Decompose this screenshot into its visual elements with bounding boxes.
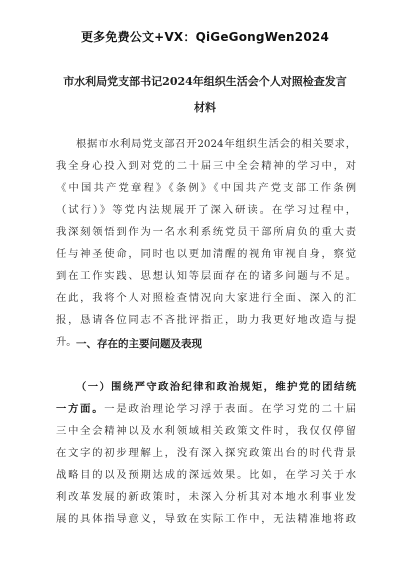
paragraph-line [56,398,356,420]
document-title [52,69,358,121]
intro-paragraph [56,133,356,353]
paragraph-line: 根据市水利局党支部召开2024年组织生活会的相关要求， [76,138,356,150]
subsection-heading-tail: 一方面。 [56,403,105,415]
paragraph-line: 报，恳请各位同志不吝批评指正，助力我更好地改造与提 [56,314,356,326]
subsection-heading-line: （一）围绕严守政治纪律和政治规矩，维护党的团结统 [76,381,356,393]
paragraph-text: 一是政治理论学习浮于表面。在学习党的二十届 [104,403,357,415]
paragraph-line: 升。 [56,336,77,348]
paragraph-line: 战略目的以及预期达成的深远效果。比如，在学习关于水 [56,469,356,481]
paragraph-line: 到在工作实践、思想认知等层面存在的诸多问题与不足。 [56,270,356,282]
paragraph-line: 《中国共产党章程》《条例》《中国共产党支部工作条例 [56,182,356,194]
paragraph-line: 三中全会精神以及水利领域相关政策文件时，我仅仅停留 [56,425,356,437]
section-heading: 一、存在的主要问题及表现 [76,338,202,350]
paragraph-line: 任与神圣使命，同时也以更加清醒的视角审视自身，察觉 [56,248,356,260]
title-line-2: 材料 [194,101,216,114]
paragraph-line: 我全身心投入到对党的二十届三中全会精神的学习中，对 [56,160,356,172]
paragraph-line: 利改革发展的新政策时，未深入分析其对本地水利事业发 [56,491,356,503]
paragraph-line: 在此，我将个人对照检查情况向大家进行全面、深入的汇 [56,292,356,304]
subsection-paragraph [56,376,356,530]
paragraph-line: 我深刻领悟到作为一名水利系统党员干部所肩负的重大责 [56,226,356,238]
promo-banner: 更多免费公文+VX：QiGeGongWen2024 [80,30,329,44]
paragraph-line: （试行）》等党内法规展开了深入研读。在学习过程中， [56,204,356,216]
paragraph-line: 在文字的初步理解上，没有深入探究政策出台的时代背景 [56,447,356,459]
title-line-1: 市水利局党支部书记2024年组织生活会个人对照检查发言 [63,75,347,88]
paragraph-line: 展的具体指导意义，导致在实际工作中，无法精准地将政 [56,513,356,525]
